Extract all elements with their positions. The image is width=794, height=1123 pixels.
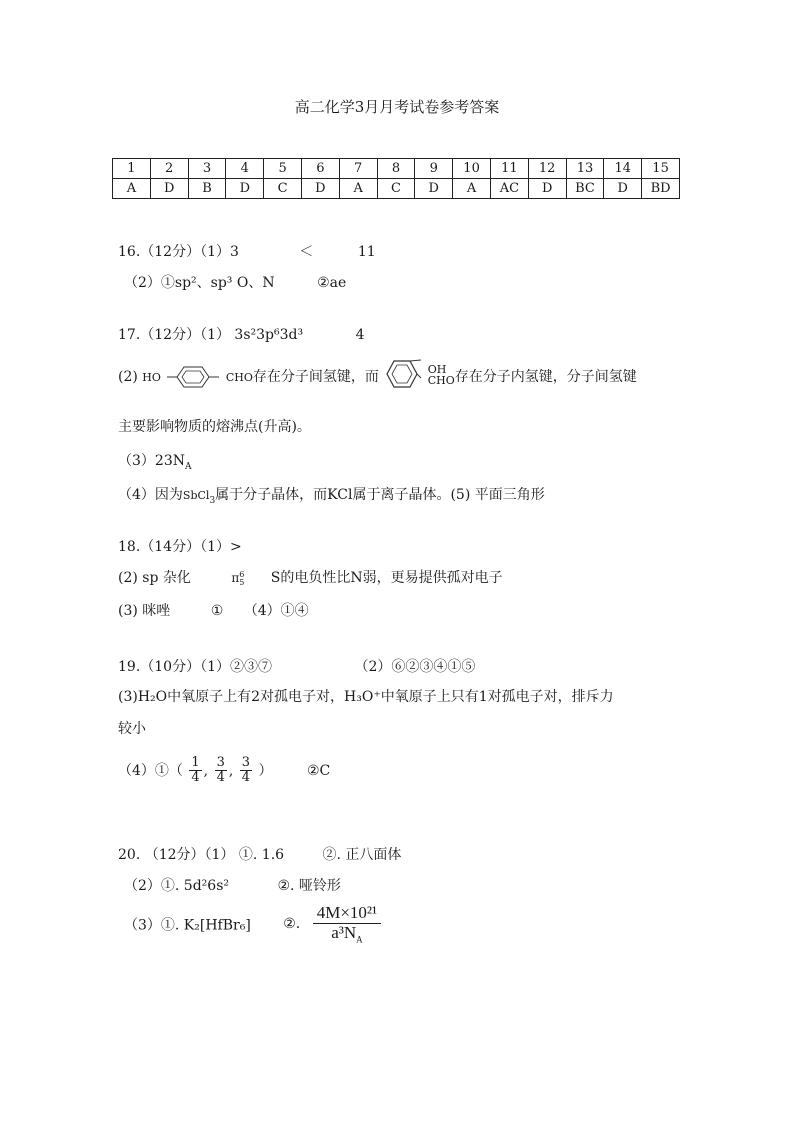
answer-cell: C <box>264 179 302 199</box>
ho-label: HO <box>142 371 161 384</box>
pi-bond <box>231 571 244 585</box>
o-hydroxybenzaldehyde-structure-icon <box>383 356 423 392</box>
answer-cell: D <box>150 179 188 199</box>
cho-label: CHO <box>225 371 253 384</box>
q20-part2a: （2）①. 5d²6s² <box>124 878 229 894</box>
pi-sub: 5 <box>239 577 245 587</box>
q20-part3a: （3）①. K₂[HfBr₆] <box>124 917 251 934</box>
table-row-answers <box>113 179 680 199</box>
question-number-cell: 6 <box>301 159 339 179</box>
answer-cell: D <box>415 179 453 199</box>
q17-value: 4 <box>355 327 365 343</box>
q16-value: 11 <box>357 244 376 260</box>
p-hydroxybenzaldehyde-structure-icon <box>165 364 221 390</box>
q17-part3-sub: A <box>184 461 192 472</box>
q19-line2: (3)H₂O中氧原子上有2对孤电子对，H₃O⁺中氧原子上只有1对孤电子对，排斥力 <box>118 689 614 705</box>
q18-part3a: (3) 咪唑 <box>118 603 171 619</box>
question-number-cell: 3 <box>188 159 226 179</box>
question-number-cell: 8 <box>377 159 415 179</box>
oh-label: OH <box>427 363 447 376</box>
question-number-cell: 2 <box>150 159 188 179</box>
question-number-cell: 4 <box>226 159 264 179</box>
page-title: 高二化学3月月考试卷参考答案 <box>294 98 500 116</box>
sbcl-sub: 3 <box>209 495 216 506</box>
q20-line1 <box>118 844 401 864</box>
fraction-2 <box>215 756 227 786</box>
q16-head: 16.（12分）（1）3 <box>118 244 239 260</box>
q17-part3: （3）23N <box>118 453 185 469</box>
frac3-num: 3 <box>241 755 251 770</box>
question-number-cell: 5 <box>264 159 302 179</box>
q19-line4: （4）①（ $\frac{1}{4}$ , $\frac{3}{4}$ , $\frac{3}{4}$ ） ②C <box>118 755 331 786</box>
answer-cell: B <box>188 179 226 199</box>
q17-line1 <box>118 324 364 344</box>
table-row-numbers <box>113 159 680 179</box>
q17-part4a: （4）因为 <box>118 487 183 503</box>
fraction-1 <box>189 756 201 786</box>
question-number-cell: 11 <box>490 159 528 179</box>
q19-line1 <box>118 656 475 676</box>
q20-part1b: ②. 正八面体 <box>322 847 402 863</box>
answer-cell: D <box>301 179 339 199</box>
q16-line1 <box>118 241 376 261</box>
q20-line2 <box>124 875 341 895</box>
q16-part2b: ②ae <box>317 275 347 291</box>
answer-table <box>112 158 680 199</box>
question-number-cell: 13 <box>566 159 604 179</box>
answer-cell: C <box>377 179 415 199</box>
q19-line3: 较小 <box>118 721 146 737</box>
q18-part3b: ① <box>210 603 224 619</box>
question-number-cell: 10 <box>453 159 491 179</box>
formula-den-main: a³N <box>331 922 357 942</box>
question-number-cell: 7 <box>339 159 377 179</box>
q18-part2a: (2) sp 杂化 <box>118 570 191 586</box>
sbcl-label: SbCl <box>182 489 210 502</box>
pi-symbol: π <box>231 571 240 585</box>
q17-line4 <box>118 450 191 472</box>
question-number-cell: 14 <box>604 159 642 179</box>
fraction-3 <box>240 756 252 786</box>
question-number-cell: 9 <box>415 159 453 179</box>
answer-cell: BC <box>566 179 604 199</box>
answer-cell: A <box>453 179 491 199</box>
q18-line1: 18.（14分）（1）> <box>118 539 242 555</box>
formula-den-sub: A <box>356 934 363 945</box>
q17-line2 <box>118 362 637 392</box>
formula-denominator <box>313 924 381 945</box>
q19-head: 19.（10分）（1）②③⑦ <box>118 659 272 675</box>
frac2-num: 3 <box>216 755 225 770</box>
q17-text1: 存在分子间氢键，而 <box>252 369 379 385</box>
q20-part3b: ②. <box>283 916 301 933</box>
q16-line2 <box>124 272 346 292</box>
q19-part2: （2）⑥②③④①⑤ <box>354 659 476 675</box>
answer-cell: A <box>113 179 151 199</box>
answer-cell: D <box>226 179 264 199</box>
q16-part2: （2）①sp²、sp³ O、N <box>124 275 275 291</box>
question-number-cell: 12 <box>528 159 566 179</box>
q20-line3 <box>124 904 383 945</box>
frac3-den: 4 <box>241 770 251 786</box>
q17-head: 17.（12分）（1） 3s²3p⁶3d³ <box>118 327 304 343</box>
q16-compare: ＜ <box>299 244 314 260</box>
frac2-den: 4 <box>216 770 225 786</box>
answer-cell: A <box>339 179 377 199</box>
answer-cell: AC <box>490 179 528 199</box>
answer-cell: D <box>604 179 642 199</box>
answer-cell: BD <box>642 179 680 199</box>
q20-head: 20. （12分）（1） ①. 1.6 <box>118 847 285 863</box>
question-number-cell: 1 <box>113 159 151 179</box>
q20-part2b: ②. 哑铃形 <box>277 878 341 894</box>
density-formula <box>313 904 381 945</box>
q17-part4b: 属于分子晶体，而KCl属于离子晶体。(5) 平面三角形 <box>215 487 545 503</box>
q17-line5 <box>118 484 545 506</box>
q18-line3 <box>118 600 309 620</box>
frac1-num: 1 <box>191 755 200 770</box>
q18-part4: （4）①④ <box>243 603 309 619</box>
cho-label-2: CHO <box>427 374 455 387</box>
frac1-den: 4 <box>191 770 200 786</box>
q18-part2b: S的电负性比N弱，更易提供孤对电子 <box>270 570 503 586</box>
q19-part4b: ） <box>258 762 273 779</box>
oh-cho-labels <box>428 364 455 386</box>
q18-line2 <box>118 567 503 587</box>
q17-line3: 主要影响物质的熔沸点(升高)。 <box>118 419 311 435</box>
q19-part4c: ②C <box>306 762 331 779</box>
answer-cell: D <box>528 179 566 199</box>
q17-part2-label: (2) <box>118 369 138 385</box>
q17-text2: 存在分子内氢键，分子间氢键 <box>454 369 637 385</box>
question-number-cell: 15 <box>642 159 680 179</box>
formula-numerator: 4M×10²¹ <box>313 904 381 924</box>
pi-sup: 6 <box>239 569 245 579</box>
q19-part4a: （4）①（ <box>118 762 183 779</box>
